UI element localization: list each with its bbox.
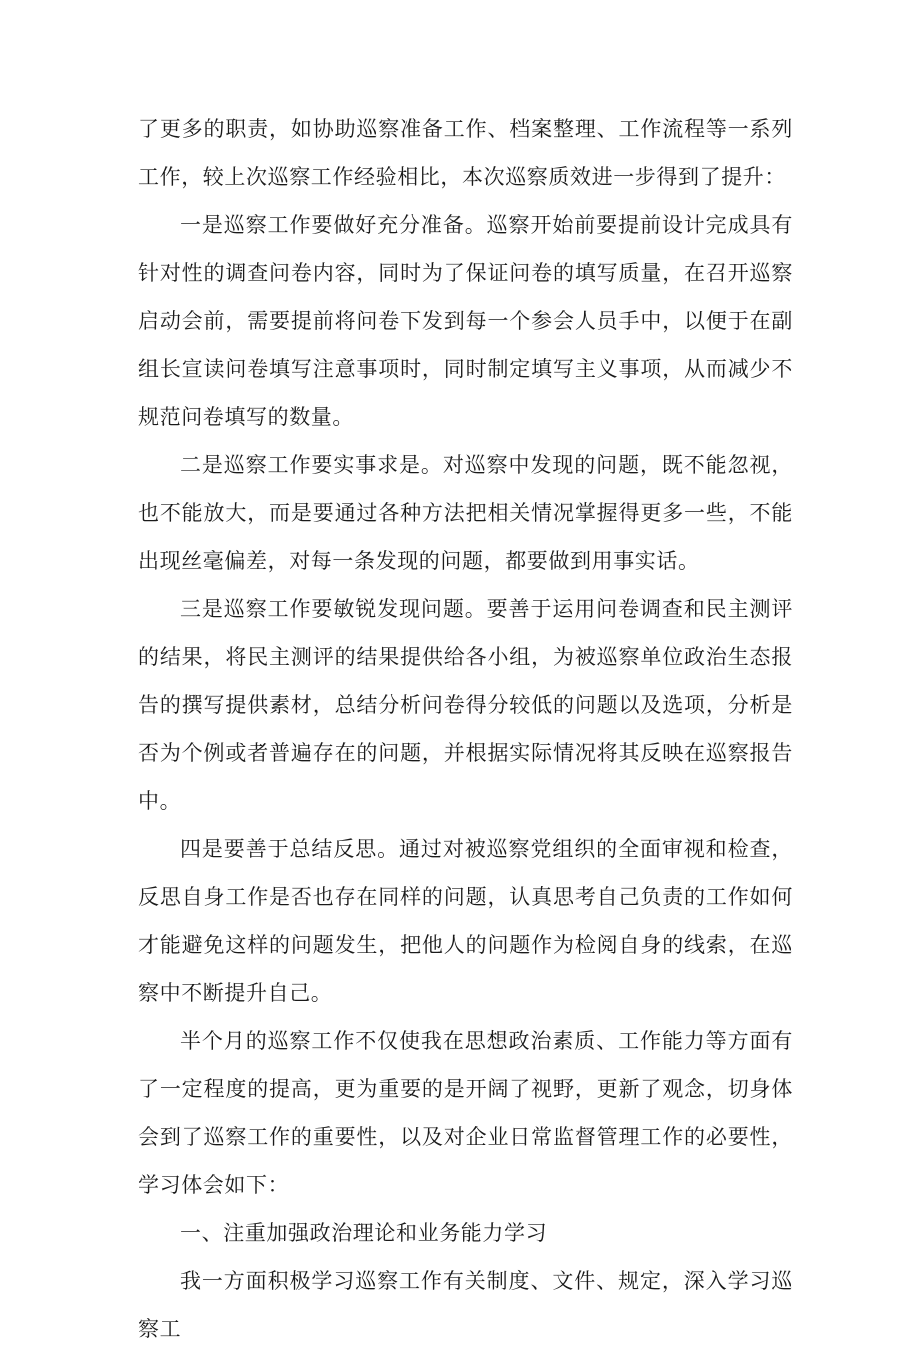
paragraph-point-four: 四是要善于总结反思。通过对被巡察党组织的全面审视和检查，反思自身工作是否也存在同样的问题，认真思考自己负责的工作如何才能避免这样的问题发生，把他人的问题作为检阅自身的线索，在巡察中不断提升自己。 xyxy=(138,837,793,1005)
paragraph-continuation: 了更多的职责，如协助巡察准备工作、档案整理、工作流程等一系列工作，较上次巡察工作经验相比，本次巡察质效进一步得到了提升： xyxy=(138,117,793,189)
paragraph-point-three: 三是巡察工作要敏锐发现问题。要善于运用问卷调查和民主测评的结果，将民主测评的结果提供给各小组，为被巡察单位政治生态报告的撰写提供素材，总结分析问卷得分较低的问题以及选项，分析是否为个例或者普遍存在的问题，并根据实际情况将其反映在巡察报告中。 xyxy=(138,597,793,813)
paragraph-summary: 半个月的巡察工作不仅使我在思想政治素质、工作能力等方面有了一定程度的提高，更为重要的是开阔了视野，更新了观念，切身体会到了巡察工作的重要性，以及对企业日常监督管理工作的必要性，学习体会如下： xyxy=(138,1029,793,1197)
paragraph-point-one: 一是巡察工作要做好充分准备。巡察开始前要提前设计完成具有针对性的调查问卷内容，同时为了保证问卷的填写质量，在召开巡察启动会前，需要提前将问卷下发到每一个参会人员手中，以便于在副组长宣读问卷填写注意事项时，同时制定填写主义事项，从而减少不规范问卷填写的数量。 xyxy=(138,213,793,429)
section-heading: 一、注重加强政治理论和业务能力学习 xyxy=(180,1221,548,1245)
paragraph-point-two: 二是巡察工作要实事求是。对巡察中发现的问题，既不能忽视，也不能放大，而是要通过各种方法把相关情况掌握得更多一些，不能出现丝毫偏差，对每一条发现的问题，都要做到用事实话。 xyxy=(138,453,793,573)
paragraph-section-body: 我一方面积极学习巡察工作有关制度、文件、规定，深入学习巡察工 xyxy=(138,1269,793,1341)
document-body xyxy=(138,105,793,1353)
